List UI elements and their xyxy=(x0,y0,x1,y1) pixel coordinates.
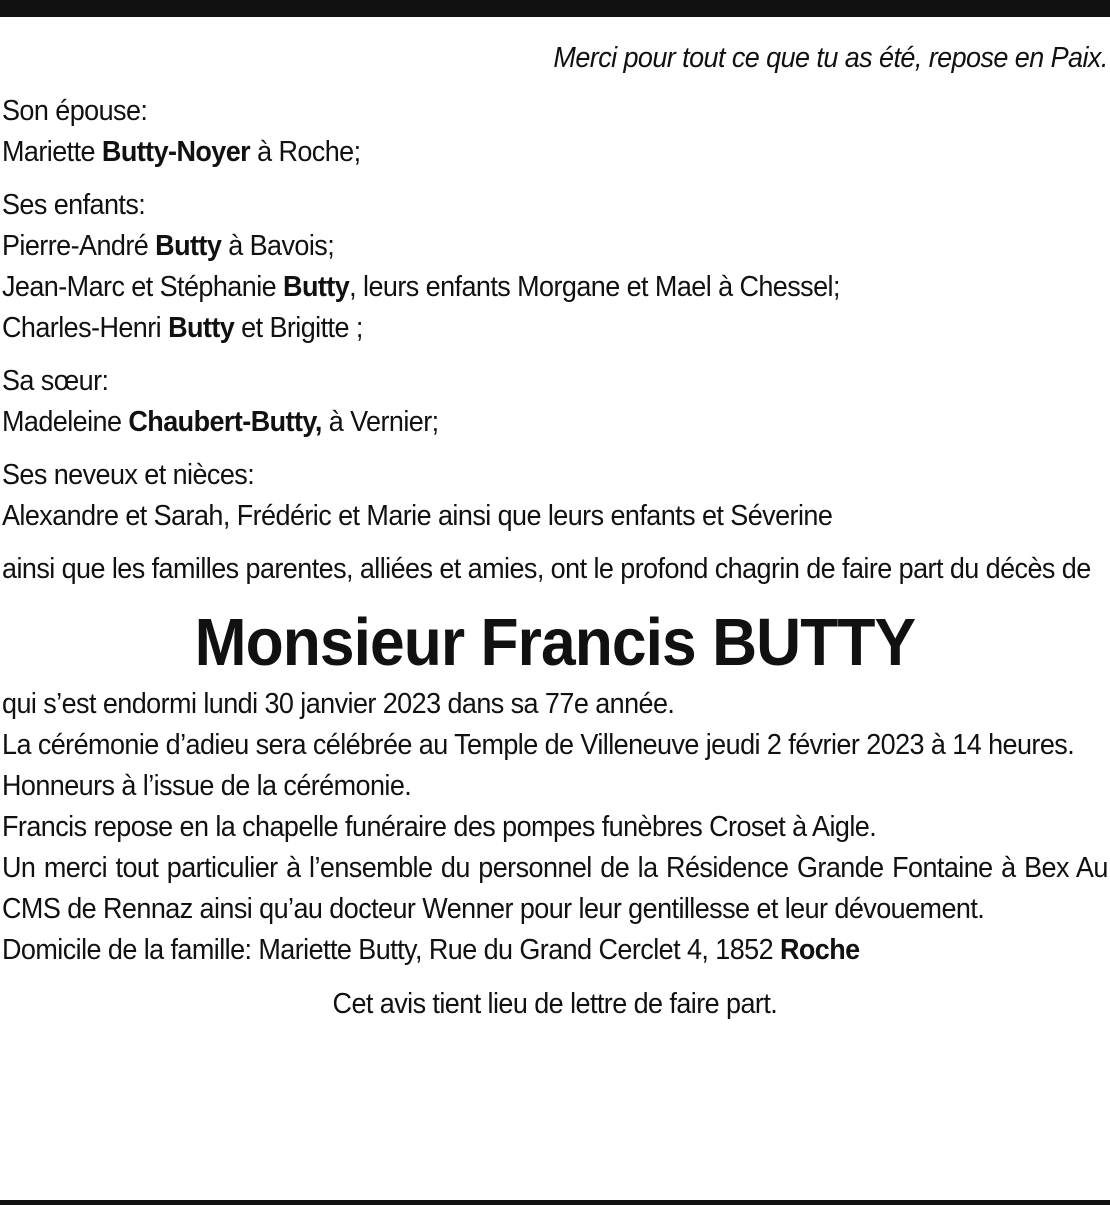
death-details: qui s’est endormi lundi 30 janvier 2023 dans sa 77e année. xyxy=(2,688,675,720)
closing-note: Cet avis tient lieu de lettre de faire part. xyxy=(332,988,778,1020)
child-first-name: Pierre-André xyxy=(2,230,149,262)
obituary-notice xyxy=(2,38,1108,1025)
rests-details: Francis repose en la chapelle funéraire des pompes funèbres Croset à Aigle. xyxy=(2,811,877,843)
child-last-name: Butty xyxy=(283,271,350,303)
nephews-section xyxy=(2,455,1108,537)
child-line xyxy=(2,267,1108,308)
domicile-address: Domicile de la famille: Mariette Butty, Rue du Grand Cerclet 4, 1852 xyxy=(2,934,774,966)
children-heading: Ses enfants: xyxy=(2,189,146,221)
announcement: ainsi que les familles parentes, alliées et amies, ont le profond chagrin de faire part du décès de xyxy=(2,553,1091,585)
nephews-heading: Ses neveux et nièces: xyxy=(2,459,255,491)
thanks-details: Un merci tout particulier à l’ensemble du personnel de la Résidence Grande Fontaine à Bex Au CMS de Rennaz ainsi qu’au docteur Wenner pour leur gentillesse et leur dévouement. xyxy=(2,852,1108,925)
sister-last-name: Chaubert-Butty, xyxy=(128,406,322,438)
spouse-heading: Son épouse: xyxy=(2,95,148,127)
spouse-line xyxy=(2,132,1108,173)
child-first-name: Jean-Marc et Stéphanie xyxy=(2,271,277,303)
motto: Merci pour tout ce que tu as été, repose en Paix. xyxy=(553,42,1108,74)
top-rule xyxy=(0,0,1110,17)
sister-first-name: Madeleine xyxy=(2,406,122,438)
child-last-name: Butty xyxy=(168,312,235,344)
spouse-first-name: Mariette xyxy=(2,136,95,168)
spouse-last-name: Butty-Noyer xyxy=(101,136,251,168)
bottom-rule xyxy=(0,1200,1110,1205)
domicile-town: Roche xyxy=(779,934,860,966)
children-section xyxy=(2,185,1108,349)
child-last-name: Butty xyxy=(155,230,222,262)
spouse-place: à Roche; xyxy=(257,136,361,168)
child-line xyxy=(2,226,1108,267)
child-place: à Bavois; xyxy=(228,230,335,262)
sister-place: à Vernier; xyxy=(328,406,439,438)
spouse-section xyxy=(2,91,1108,173)
domicile-details xyxy=(2,930,1108,971)
honours-details: Honneurs à l’issue de la cérémonie. xyxy=(2,770,412,802)
sister-heading: Sa sœur: xyxy=(2,365,109,397)
nephews-line: Alexandre et Sarah, Frédéric et Marie ainsi que leurs enfants et Séverine xyxy=(2,500,833,532)
deceased-name: Monsieur Francis BUTTY xyxy=(194,605,916,680)
child-place: et Brigitte ; xyxy=(241,312,363,344)
child-place: , leurs enfants Morgane et Mael à Chessel; xyxy=(349,271,840,303)
child-first-name: Charles-Henri xyxy=(2,312,162,344)
ceremony-details: La cérémonie d’adieu sera célébrée au Temple de Villeneuve jeudi 2 février 2023 à 14 heures. xyxy=(2,729,1075,761)
child-line xyxy=(2,308,1108,349)
sister-line xyxy=(2,402,1108,443)
sister-section xyxy=(2,361,1108,443)
